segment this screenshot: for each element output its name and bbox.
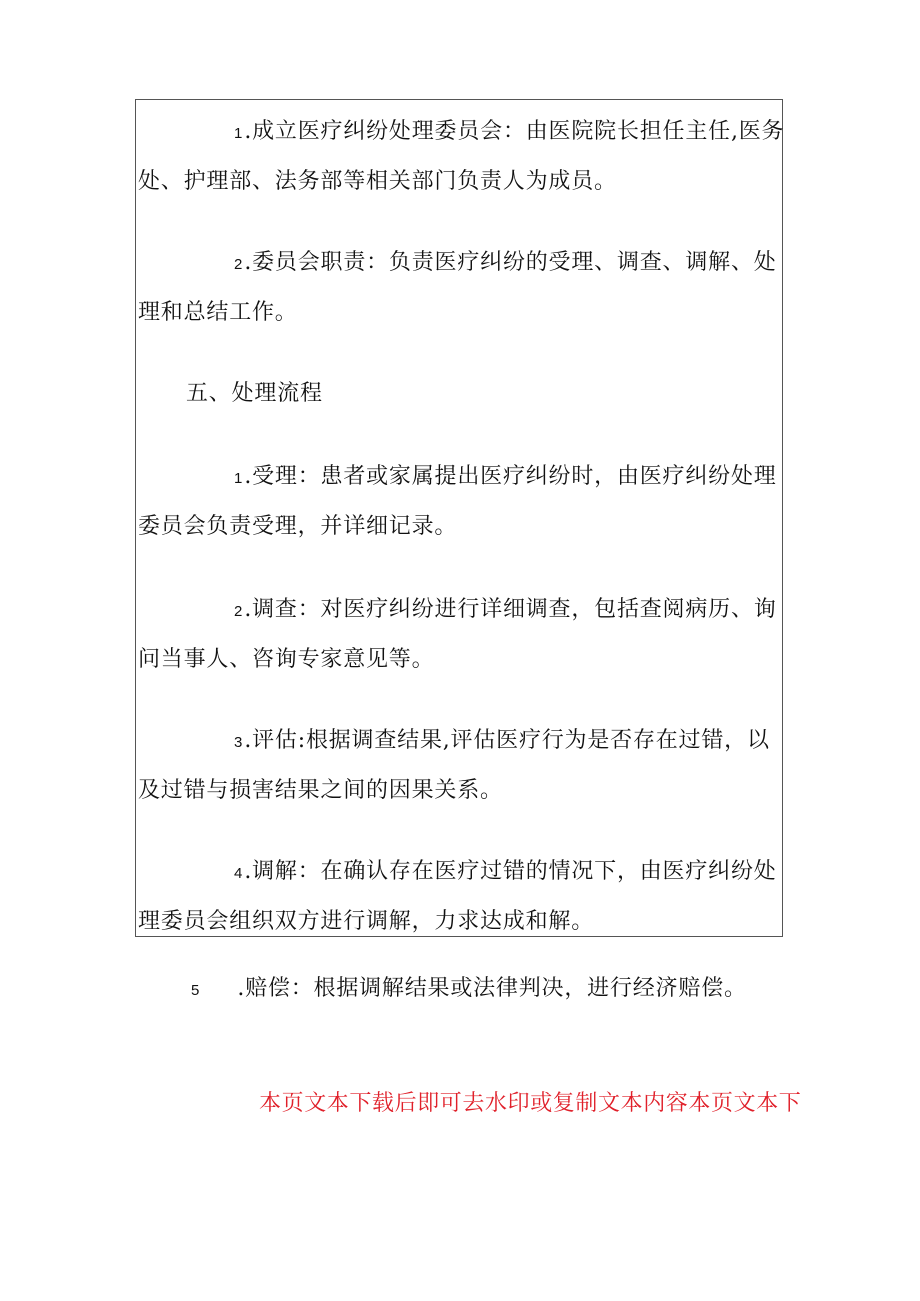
item-text: .评估:根据调查结果,评估医疗行为是否存在过错，以及过错与损害结果之间的因果关系。 [138, 728, 770, 803]
item-number: 2 [234, 603, 243, 620]
item-text: .成立医疗纠纷处理委员会：由医院院长担任主任,医务处、护理部、法务部等相关部门负责人为成员。 [138, 119, 785, 194]
section-heading: 五、处理流程 [186, 381, 323, 406]
process-item-1 [138, 453, 786, 551]
item-text: .调查：对医疗纠纷进行详细调查，包括查阅病历、询问当事人、咨询专家意见等。 [138, 597, 777, 672]
process-item-2 [138, 586, 786, 684]
item-text: .调解：在确认存在医疗过错的情况下，由医疗纠纷处理委员会组织双方进行调解，力求达成和解。 [138, 859, 777, 934]
item-number: 3 [234, 734, 243, 751]
process-item-5 [191, 965, 747, 1015]
item-number: 2 [234, 256, 243, 273]
item-number: 4 [234, 865, 243, 882]
item-text: .受理：患者或家属提出医疗纠纷时，由医疗纠纷处理委员会负责受理，并详细记录。 [138, 464, 777, 539]
item-number: 1 [234, 125, 243, 142]
committee-item-1 [138, 108, 786, 206]
item-number: 5 [191, 982, 200, 999]
item-text: .赔偿：根据调解结果或法律判决，进行经济赔偿。 [237, 976, 747, 1001]
item-number: 1 [234, 470, 243, 487]
item-text: .委员会职责：负责医疗纠纷的受理、调查、调解、处理和总结工作。 [138, 250, 777, 325]
watermark-notice: 本页文本下载后即可去水印或复制文本内容本页文本下 [259, 1091, 802, 1116]
process-item-4 [138, 848, 786, 946]
committee-item-2 [138, 239, 786, 337]
process-item-3 [138, 717, 786, 815]
